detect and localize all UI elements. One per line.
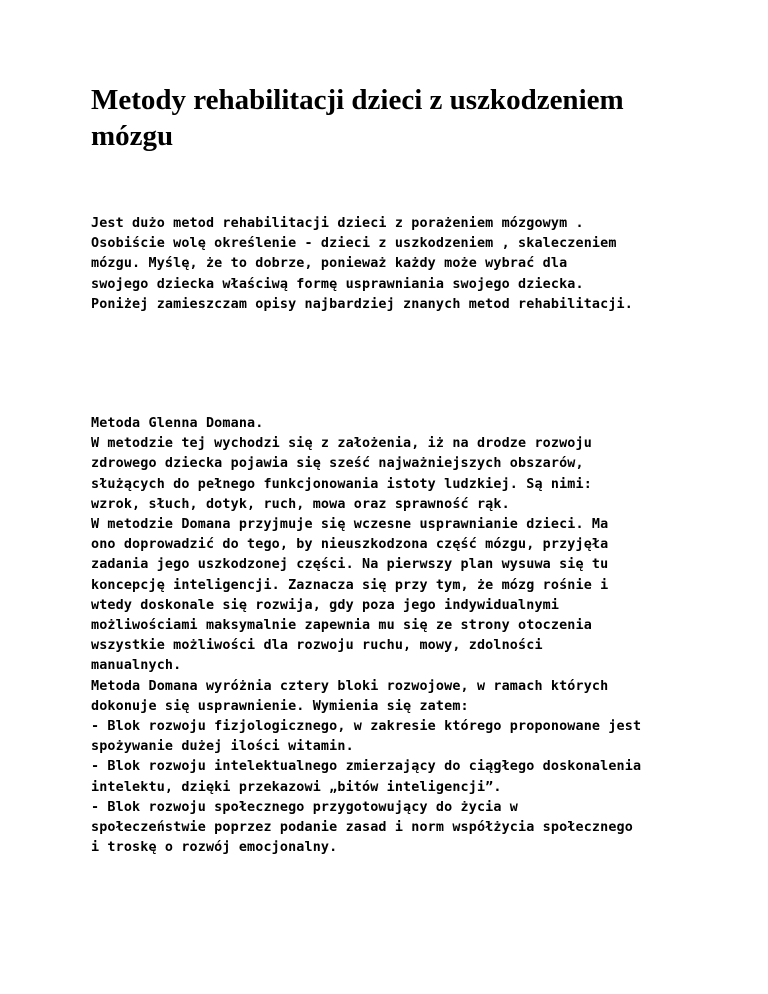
body-line: dokonuje się usprawnienie. Wymienia się zatem: [91, 698, 469, 714]
body-line: wszystkie możliwości dla rozwoju ruchu, mowy, zdolności [91, 638, 543, 654]
body-line: służących do pełnego funkcjonowania istoty ludzkiej. Są nimi: [91, 476, 592, 492]
body-line: ono doprowadzić do tego, by nieuszkodzona część mózgu, przyjęła [91, 537, 609, 553]
document-title: Metody rehabilitacji dzieci z uszkodzeniem mózgu [91, 84, 624, 152]
body-line: możliwościami maksymalnie zapewnia mu się ze strony otoczenia [91, 618, 592, 634]
list-item-line: i troskę o rozwój emocjonalny. [91, 840, 338, 856]
body-line: Metoda Domana wyróżnia cztery bloki rozwojowe, w ramach których [91, 678, 609, 694]
body-line: W metodzie tej wychodzi się z założenia, iż na drodze rozwoju [91, 436, 592, 452]
intro-line: Poniżej zamieszczam opisy najbardziej znanych metod rehabilitacji. [91, 296, 633, 312]
body-line: wzrok, słuch, dotyk, ruch, mowa oraz sprawność rąk. [91, 496, 510, 512]
body-line: manualnych. [91, 658, 182, 674]
intro-line: Osobiście wolę określenie - dzieci z uszkodzeniem , skaleczeniem [91, 236, 617, 252]
list-item-line: - Blok rozwoju społecznego przygotowujący do życia w [91, 799, 519, 815]
list-item-line: intelektu, dzięki przekazowi „bitów inteligencji”. [91, 779, 502, 795]
body-line: koncepcję inteligencji. Zaznacza się przy tym, że mózg rośnie i [91, 577, 609, 593]
intro-line: mózgu. Myślę, że to dobrze, ponieważ każdy może wybrać dla [91, 256, 568, 272]
body-line: wtedy doskonale się rozwija, gdy poza jego indywidualnymi [91, 597, 560, 613]
intro-paragraph [91, 214, 691, 315]
list-item-line: - Blok rozwoju fizjologicznego, w zakresie którego proponowane jest [91, 719, 642, 735]
list-item-line: - Blok rozwoju intelektualnego zmierzający do ciągłego doskonalenia [91, 759, 642, 775]
intro-line: Jest dużo metod rehabilitacji dzieci z porażeniem mózgowym . [91, 216, 584, 231]
body-line: zadania jego uszkodzonej części. Na pierwszy plan wysuwa się tu [91, 557, 609, 573]
intro-line: swojego dziecka właściwą formę usprawniania swojego dziecka. [91, 276, 584, 292]
body-line: zdrowego dziecka pojawia się sześć najważniejszych obszarów, [91, 456, 584, 472]
list-item-line: społeczeństwie poprzez podanie zasad i norm współżycia społecznego [91, 820, 633, 836]
list-item-line: spożywanie dużej ilości witamin. [91, 739, 354, 755]
body-line: W metodzie Domana przyjmuje się wczesne usprawnianie dzieci. Ma [91, 517, 609, 533]
section-heading: Metoda Glenna Domana. [91, 416, 264, 431]
method-description [91, 414, 691, 858]
